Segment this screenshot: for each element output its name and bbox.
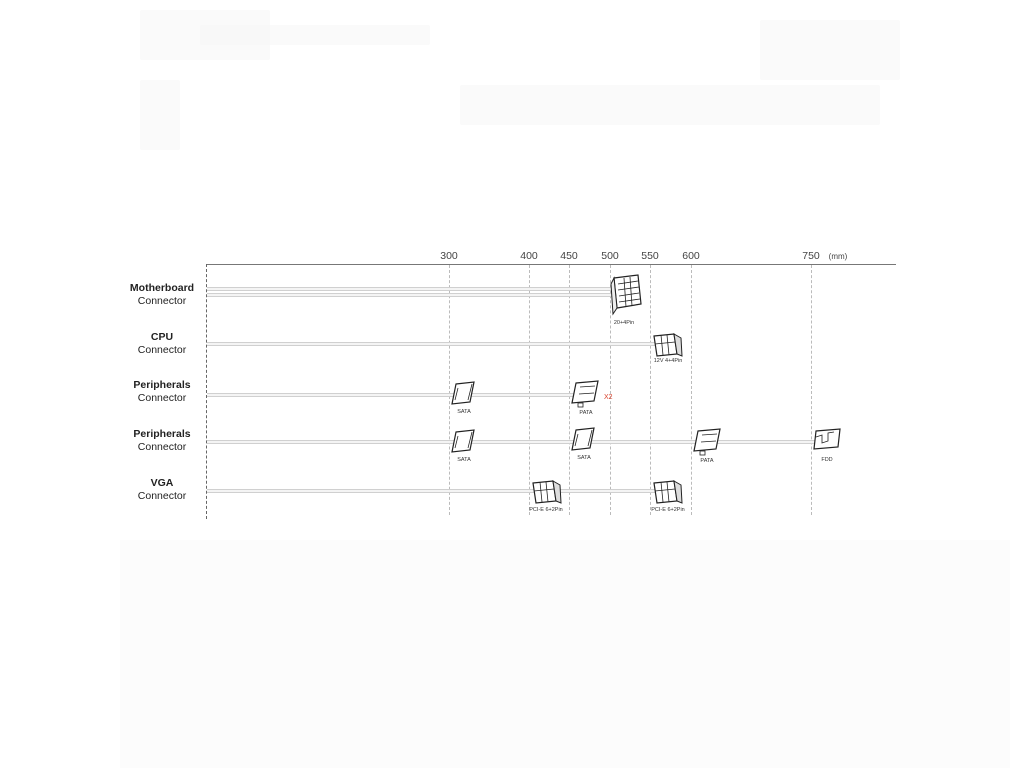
background-ghost-block xyxy=(460,85,880,125)
atx-24pin-connector-icon xyxy=(608,274,644,316)
row-label-peripherals-2: Peripherals Connector xyxy=(133,428,191,453)
fdd-connector-icon xyxy=(810,427,844,457)
connector-label: PATA xyxy=(700,458,714,464)
connector-label: FDD xyxy=(821,457,833,463)
connector-label: SATA xyxy=(457,457,471,463)
tick-label: 600 xyxy=(682,250,700,262)
vga-cable xyxy=(207,489,655,493)
tick-label: 550 xyxy=(641,250,659,262)
pata-connector-icon xyxy=(690,427,724,459)
motherboard-cable xyxy=(207,287,617,291)
sata-connector-icon xyxy=(448,428,478,456)
background-ghost-block xyxy=(200,25,430,45)
pata-connector-icon xyxy=(568,379,602,411)
connector-label: SATA xyxy=(577,455,591,461)
row-label-vga: VGA Connector xyxy=(137,477,187,502)
connector-label: PATA xyxy=(579,410,593,416)
connector-label: PCI-E 6+2Pin xyxy=(529,507,563,513)
tick-label: 750 xyxy=(802,250,820,262)
gridline xyxy=(691,265,692,515)
tick-label: 450 xyxy=(560,250,578,262)
unit-label: (mm) xyxy=(828,252,848,261)
peripherals-cable xyxy=(207,440,819,444)
sata-connector-icon xyxy=(568,426,598,454)
tick-label: 400 xyxy=(520,250,538,262)
tick-label: 300 xyxy=(440,250,458,262)
length-axis xyxy=(206,264,896,265)
connector-label: PCI-E 6+2Pin xyxy=(651,507,685,513)
pcie-8pin-connector-icon xyxy=(529,477,563,509)
cpu-cable xyxy=(207,342,655,346)
connector-label: 12V 4+4Pin xyxy=(653,358,683,364)
motherboard-cable xyxy=(207,293,617,297)
connector-label: 20+4Pin xyxy=(613,320,635,326)
row-label-cpu: CPU Connector xyxy=(137,331,187,356)
peripherals-cable xyxy=(207,393,577,397)
row-label-motherboard: Motherboard Connector xyxy=(129,282,195,307)
quantity-multiplier: X2 xyxy=(604,394,613,401)
background-ghost-block xyxy=(140,80,180,150)
tick-label: 500 xyxy=(601,250,619,262)
background-ghost-block xyxy=(760,20,900,80)
sata-connector-icon xyxy=(448,380,478,408)
pcie-8pin-connector-icon xyxy=(650,477,684,509)
connector-label: SATA xyxy=(457,409,471,415)
gridline xyxy=(811,265,812,515)
background-panel xyxy=(120,540,1010,768)
row-label-peripherals-1: Peripherals Connector xyxy=(133,379,191,404)
